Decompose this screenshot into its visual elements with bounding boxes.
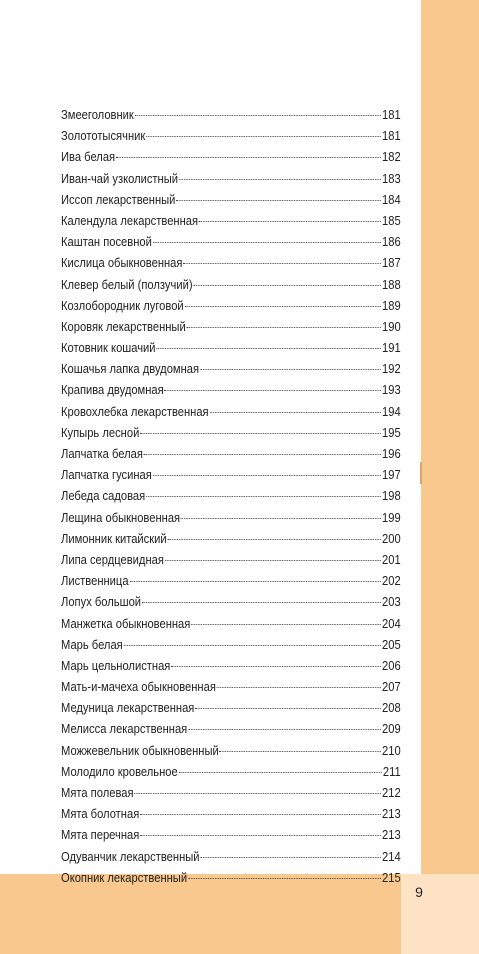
dot-leader [181, 518, 381, 519]
toc-entry [61, 379, 401, 400]
toc-entry-title: Календула лекарственная [61, 212, 199, 228]
dot-leader [183, 263, 381, 264]
toc-entry-title: Молодило кровельное [61, 763, 178, 779]
toc-entry-title: Лапчатка белая [61, 446, 143, 461]
dot-leader [135, 115, 382, 116]
toc-entry [61, 740, 401, 761]
toc-entry [61, 104, 401, 125]
toc-entry-page: 192 [382, 361, 401, 377]
toc-entry-page: 195 [382, 424, 401, 440]
dot-leader [140, 433, 381, 434]
toc-entry [61, 146, 401, 167]
dot-leader [156, 348, 381, 349]
toc-entry [61, 464, 401, 485]
dot-leader [220, 751, 382, 752]
toc-entry-page: 197 [382, 467, 401, 483]
dot-leader [171, 666, 381, 667]
toc-entry [61, 210, 401, 231]
dot-leader [146, 496, 381, 497]
toc-entry-title: Иван-чай узколистный [61, 170, 179, 186]
toc-entry-title: Мелисса лекарственная [61, 721, 188, 737]
dot-leader [165, 560, 381, 561]
toc-entry-title: Лебеда садовая [61, 488, 146, 504]
toc-entry-title: Лещина обыкновенная [61, 509, 181, 525]
toc-entry-page: 181 [382, 128, 401, 144]
toc-entry-page: 210 [382, 742, 401, 758]
toc-entry [61, 295, 401, 316]
toc-entry-page: 189 [382, 297, 401, 313]
toc-entry-title: Медуница лекарственная [61, 700, 195, 716]
toc-entry-page: 196 [382, 446, 401, 461]
dot-leader [116, 157, 381, 158]
toc-entry [61, 528, 401, 549]
toc-entry-title: Золототысячник [61, 128, 146, 144]
toc-entry-page: 211 [382, 763, 401, 779]
toc-entry [61, 401, 401, 422]
toc-entry-page: 183 [382, 170, 401, 186]
dot-leader [188, 878, 381, 879]
dot-leader [191, 624, 381, 625]
toc-entry-title: Мать-и-мачеха обыкновенная [61, 679, 216, 695]
toc-entry-page: 191 [382, 340, 401, 356]
toc-entry [61, 168, 401, 189]
dot-leader [153, 475, 382, 476]
toc-entry-page: 205 [382, 636, 401, 652]
dot-leader [199, 221, 381, 222]
page-number: 9 [415, 884, 423, 900]
dot-leader [185, 306, 382, 307]
toc-entry [61, 761, 401, 782]
toc-entry [61, 231, 401, 252]
toc-entry-page: 185 [382, 212, 401, 228]
toc-entry [61, 803, 401, 824]
toc-entry-page: 209 [382, 721, 401, 737]
toc-entry-title: Клевер белый (ползучий) [61, 276, 193, 292]
toc-entry-title: Лопух большой [61, 594, 142, 610]
toc-entry [61, 316, 401, 337]
toc-entry-title: Лимонник китайский [61, 530, 167, 546]
toc-entry-title: Иссоп лекарственный [61, 191, 176, 207]
dot-leader [200, 369, 381, 370]
toc-entry-title: Мята полевая [61, 785, 134, 800]
toc-entry-page: 201 [382, 551, 401, 567]
toc-entry [61, 358, 401, 379]
toc-entry-page: 214 [382, 848, 401, 864]
toc-entry [61, 782, 401, 803]
page-edge-mark [420, 462, 422, 484]
toc-entry-page: 203 [382, 594, 401, 610]
toc-entry [61, 507, 401, 528]
toc-entry-page: 184 [382, 191, 401, 207]
toc-entry [61, 676, 401, 697]
toc-entry-title: Ива белая [61, 149, 116, 165]
dot-leader [140, 814, 381, 815]
toc-entry-page: 208 [382, 700, 401, 716]
dot-leader [188, 729, 381, 730]
toc-entry-page: 190 [382, 318, 401, 334]
toc-entry-page: 182 [382, 149, 401, 165]
toc-entry-title: Марь белая [61, 636, 123, 652]
toc-entry-page: 207 [382, 679, 401, 695]
toc-entry-title: Коровяк лекарственный [61, 318, 186, 334]
toc-entry [61, 824, 401, 845]
toc-entry [61, 274, 401, 295]
dot-leader [179, 179, 381, 180]
toc-entry [61, 697, 401, 718]
dot-leader [195, 708, 381, 709]
toc-entry-title: Козлобородник луговой [61, 297, 184, 313]
toc-entry-title: Кошачья лапка двудомная [61, 361, 200, 377]
toc-entry-title: Змееголовник [61, 107, 134, 122]
dot-leader [209, 412, 381, 413]
toc-entry [61, 867, 401, 888]
toc-entry-page: 213 [382, 827, 401, 843]
toc-entry [61, 422, 401, 443]
toc-entry-page: 194 [382, 403, 401, 419]
toc-entry [61, 443, 401, 464]
toc-entry-title: Окопник лекарственный [61, 869, 188, 885]
toc-entry [61, 485, 401, 506]
dot-leader [193, 285, 381, 286]
toc-entry-title: Липа сердцевидная [61, 551, 164, 567]
dot-leader [142, 602, 381, 603]
dot-leader [124, 645, 382, 646]
toc-entry-page: 206 [382, 657, 401, 673]
toc-entry-title: Мята болотная [61, 806, 140, 822]
dot-leader [129, 581, 381, 582]
dot-leader [217, 687, 381, 688]
toc-entry-title: Котовник кошачий [61, 340, 156, 356]
dot-leader [146, 136, 381, 137]
toc-entry-page: 198 [382, 488, 401, 504]
toc-entry-title: Манжетка обыкновенная [61, 615, 191, 631]
toc-entry-title: Лапчатка гусиная [61, 467, 152, 483]
toc-entry [61, 337, 401, 358]
toc-entry-page: 213 [382, 806, 401, 822]
toc-entry-page: 202 [382, 573, 401, 589]
dot-leader [153, 242, 381, 243]
toc-entry-title: Мята перечная [61, 827, 140, 843]
dot-leader [200, 857, 381, 858]
dot-leader [134, 793, 381, 794]
toc-entry [61, 549, 401, 570]
toc-entry [61, 634, 401, 655]
toc-entry-page: 215 [382, 869, 401, 885]
dot-leader [144, 454, 381, 455]
toc-entry [61, 655, 401, 676]
toc-entry-page: 204 [382, 615, 401, 631]
toc-entry-page: 188 [382, 276, 401, 292]
toc-entry-page: 181 [382, 107, 401, 122]
toc-entry [61, 613, 401, 634]
toc-entry [61, 718, 401, 739]
toc-entry-title: Марь цельнолистная [61, 657, 171, 673]
dot-leader [179, 772, 382, 773]
toc-entry [61, 570, 401, 591]
dot-leader [165, 390, 382, 391]
toc-entry-page: 200 [382, 530, 401, 546]
toc-entry-title: Крапива двудомная [61, 382, 164, 398]
toc-entry [61, 591, 401, 612]
toc-entry-title: Одуванчик лекарственный [61, 848, 200, 864]
dot-leader [168, 539, 382, 540]
toc-entry-title: Можжевельник обыкновенный [61, 742, 219, 758]
toc-entry-page: 212 [382, 785, 401, 800]
toc-entry-page: 187 [382, 255, 401, 271]
toc-entry-title: Купырь лесной [61, 424, 140, 440]
toc-entry [61, 189, 401, 210]
toc-entry [61, 252, 401, 273]
dot-leader [140, 835, 381, 836]
dot-leader [187, 327, 382, 328]
toc-entry-title: Лиственница [61, 573, 129, 589]
dot-leader [176, 200, 381, 201]
toc-entry-title: Каштан посевной [61, 234, 152, 250]
toc-entry [61, 846, 401, 867]
toc-entry-page: 193 [382, 382, 401, 398]
toc-entry-title: Кровохлебка лекарственная [61, 403, 209, 419]
toc-entry-page: 199 [382, 509, 401, 525]
table-of-contents [61, 104, 401, 888]
toc-entry [61, 125, 401, 146]
toc-entry-title: Кислица обыкновенная [61, 255, 183, 271]
toc-entry-page: 186 [382, 234, 401, 250]
right-margin-band [421, 0, 479, 874]
